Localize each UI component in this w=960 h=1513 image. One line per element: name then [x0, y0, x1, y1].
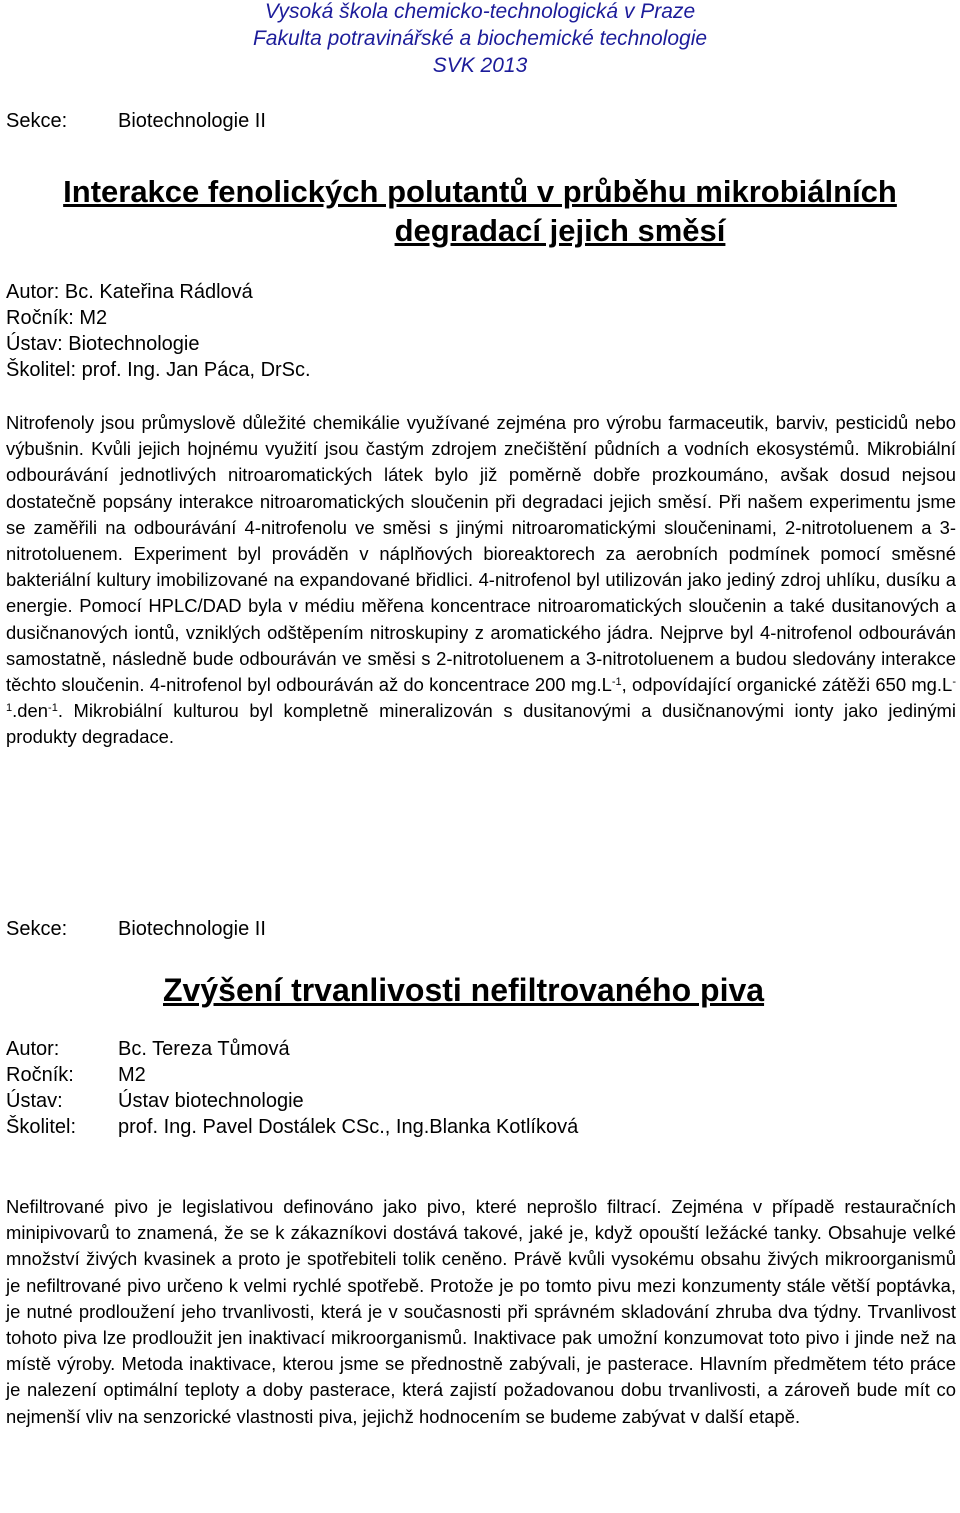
info-value: Ústav biotechnologie: [118, 1090, 304, 1112]
section1-abstract-sup2: -1: [6, 676, 956, 715]
info-value: Bc. Tereza Tůmová: [118, 1038, 290, 1060]
section1-institute: Ústav: Biotechnologie: [6, 333, 200, 355]
header-faculty: Fakulta potravinářské a biochemické technologie: [252, 27, 708, 50]
section2-info-supervisor: [6, 1114, 906, 1140]
section1-abstract: [6, 410, 956, 751]
info-value: M2: [118, 1064, 146, 1086]
section1-abstract-part1: Nitrofenoly jsou průmyslově důležité chemikálie využívané zejména pro výrobu farmaceutik, barviv, pesticidů nebo výbušnin. Kvůli jejich hojnému využití jsou častým zdrojem znečištění půdních a vodních ekosystémů. Mikrobiální odbourávání jednotlivých nitroaromatických látek bylo již poměrně dobře prozkoumáno, avšak dosud nejsou dostatečně popsány interakce nitroaromatických sloučenin při degradaci jejich směsí. Při našem experimentu jsme se zaměřili na odbourávání 4-nitrofenolu ve směsi s jinými nitroaromatickými sloučeninami, 2-nitrotoluenem a 3-nitrotoluenem. Experiment byl prováděn v náplňových bioreaktorech za aerobních podmínek pomocí směsné bakteriální kultury imobilizované na expandované břidlici. 4-nitrofenol byl utilizován jako jediný zdroj uhlíku, dusíku a energie. Pomocí HPLC/DAD byla v médiu měřena koncentrace nitroaromatických sloučenin a také dusitanových a dusičnanových iontů, vzniklých odštěpením nitroskupiny z aromatického jádra. Nejprve byl 4-nitrofenol odbouráván samostatně, následně bude odbouráván ve směsi s 2-nitrotoluenem a 3-nitrotoluenem a budou sledovány interakce těchto sloučenin. 4-nitrofenol byl odbouráván až do koncentrace 200 mg.L: [6, 412, 956, 696]
section2-info-block: [6, 1036, 906, 1140]
section2-sekce-label: Sekce:: [6, 918, 68, 940]
section1-title-line2-text: degradací jejich směsí: [394, 213, 726, 248]
info-value: prof. Ing. Pavel Dostálek CSc., Ing.Blanka Kotlíková: [118, 1116, 579, 1138]
section1-abstract-part2: , odpovídající organické zátěži 650 mg.L: [621, 674, 953, 696]
header-university: Vysoká škola chemicko-technologická v Praze: [264, 0, 696, 23]
section1-title-line2: [0, 211, 960, 251]
section1-author: Autor: Bc. Kateřina Rádlová: [6, 281, 253, 303]
section2-info-institute: [6, 1088, 906, 1114]
section1-supervisor: Školitel: prof. Ing. Jan Páca, DrSc.: [6, 359, 311, 381]
section1-abstract-sup3: -1: [48, 702, 58, 715]
section1-year: Ročník: M2: [6, 307, 108, 329]
section1-abstract-part4: . Mikrobiální kulturou byl kompletně mineralizován s dusitanovými a dusičnanovými ionty jako jedinými produkty degradace.: [6, 700, 956, 748]
info-label: Autor:: [6, 1038, 60, 1060]
info-label: Ústav:: [6, 1090, 63, 1112]
section2-sekce-value: Biotechnologie II: [118, 918, 266, 940]
info-label: Ročník:: [6, 1064, 74, 1086]
section2-title: Zvýšení trvanlivosti nefiltrovaného piva: [163, 972, 765, 1008]
section2-abstract: Nefiltrované pivo je legislativou definováno jako pivo, které neprošlo filtrací. Zejména v případě restauračních minipivovarů to znamená, že se k zákazníkovi dostává takové, jaké je, když opouští ležácké tanky. Obsahuje velké množství živých kvasinek a proto je spotřebiteli tolik ceněno. Právě kvůli vysokému obsahu živých mikroorganismů je nefiltrované pivo určeno k velmi rychlé spotřebě. Protože je po tomto pivu mezi konzumenty stále větší poptávka, je nutné prodloužení jeho trvanlivosti, která je v současnosti při správném skladování zhruba dva týdny. Trvanlivost tohoto piva lze prodloužit jen inaktivací mikroorganismů. Inaktivace pak umožní konzumovat toto pivo i jinde než na místě výroby. Metoda inaktivace, kterou jsme se přednostně zabývali, je pasterace. Hlavním předmětem této práce je nalezení optimální teploty a doby pasterace, která zajistí požadovanou dobu trvanlivosti, a zároveň bude mít co nejmenší vliv na senzorické vlastnosti piva, jejichž hodnocením se budeme zabývat v další etapě.: [6, 1196, 956, 1427]
section2-info-author: [6, 1036, 906, 1062]
section1-title-line1: Interakce fenolických polutantů v průběhu mikrobiálních: [63, 174, 897, 209]
section2-info-year: [6, 1062, 906, 1088]
section1-abstract-part3: .den: [12, 700, 49, 722]
section1-sekce-label: Sekce:: [6, 110, 68, 132]
header-conference: SVK 2013: [432, 54, 528, 77]
info-label: Školitel:: [6, 1116, 77, 1138]
section1-abstract-sup1: -1: [611, 676, 622, 689]
section1-sekce-value: Biotechnologie II: [118, 110, 266, 132]
